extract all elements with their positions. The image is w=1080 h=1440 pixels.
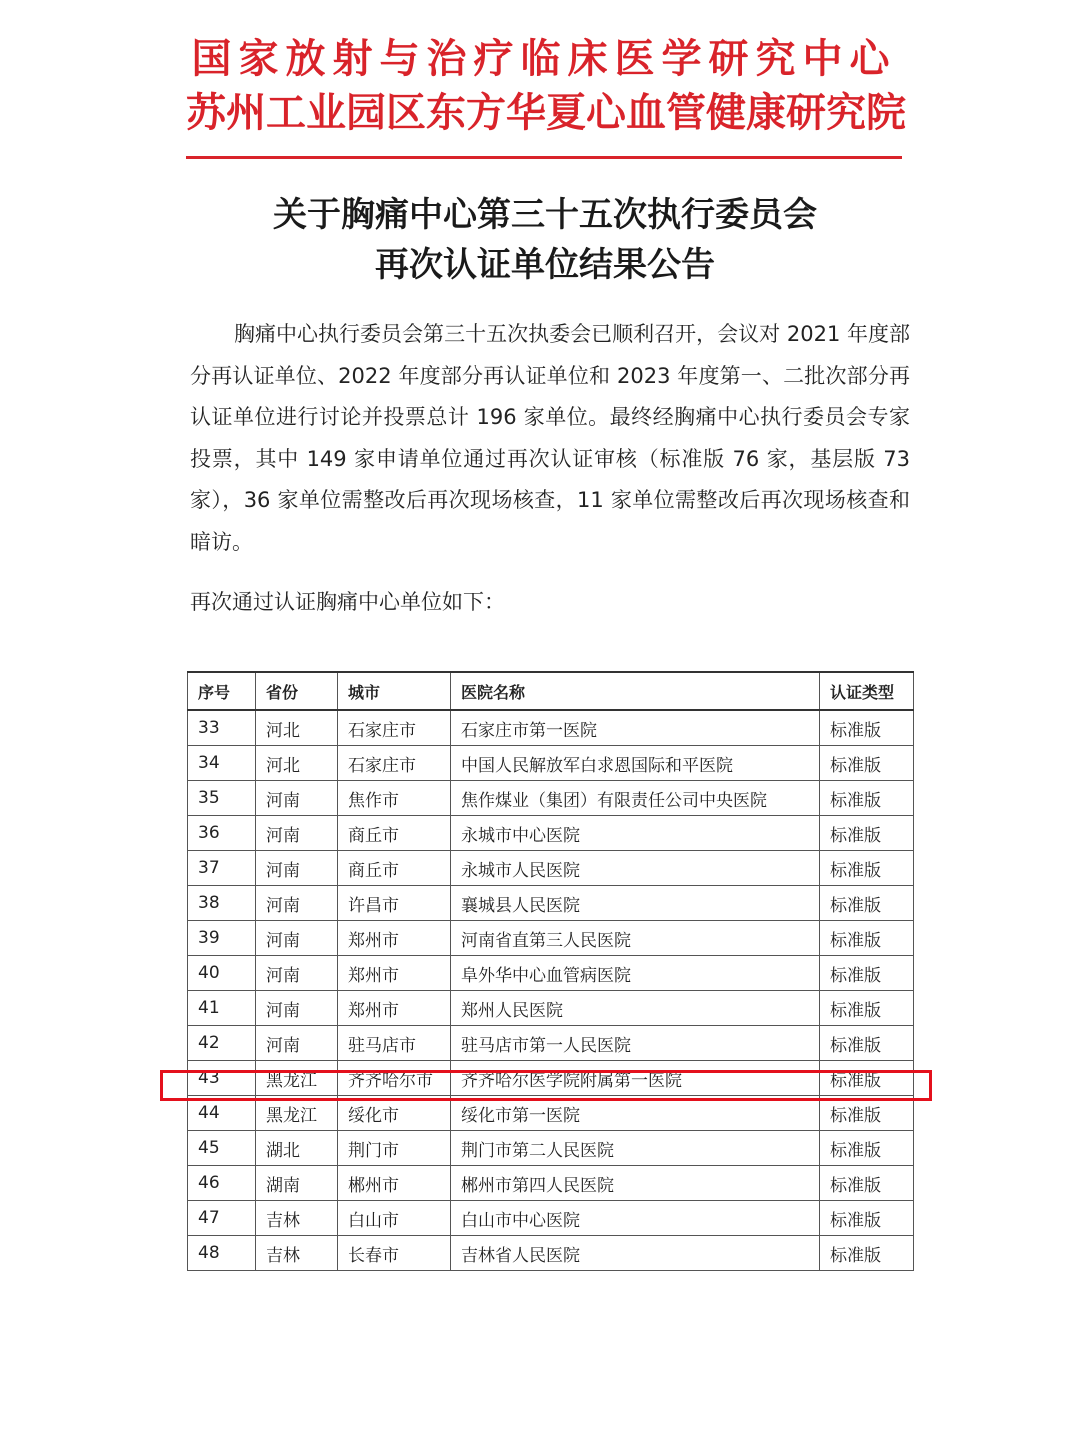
cell-type: 标准版 bbox=[820, 921, 914, 956]
cell-province: 黑龙江 bbox=[256, 1096, 338, 1131]
announcement-title-line-2: 再次认证单位结果公告 bbox=[375, 245, 715, 285]
header-hospital: 医院名称 bbox=[451, 672, 820, 710]
table-row bbox=[188, 921, 914, 956]
body-paragraph: 胸痛中心执行委员会第三十五次执委会已顺利召开，会议对 2021 年度部分再认证单位、2022 年度部分再认证单位和 2023 年度第一、二批次部分再认证单位进行讨论并投票总计 196 家单位。最终经胸痛中心执行委员会专家投票，其中 149 家申请单位通过再次认证审核（标准版 76 家，基层版 73 家），36 家单位需整改后再次现场核查，11 家单位需整改后再次现场核查和暗访。 bbox=[190, 322, 910, 554]
cell-province: 河南 bbox=[256, 921, 338, 956]
cell-hospital: 郑州人民医院 bbox=[451, 991, 820, 1026]
cell-hospital: 齐齐哈尔医学院附属第一医院 bbox=[451, 1061, 820, 1096]
cell-type: 标准版 bbox=[820, 781, 914, 816]
table-row bbox=[188, 1236, 914, 1271]
cell-type: 标准版 bbox=[820, 1166, 914, 1201]
cell-city: 长春市 bbox=[338, 1236, 451, 1271]
cell-city: 许昌市 bbox=[338, 886, 451, 921]
cell-seq: 47 bbox=[188, 1201, 256, 1236]
cell-province: 黑龙江 bbox=[256, 1061, 338, 1096]
cell-city: 郴州市 bbox=[338, 1166, 451, 1201]
cell-hospital: 襄城县人民医院 bbox=[451, 886, 820, 921]
cell-hospital: 焦作煤业（集团）有限责任公司中央医院 bbox=[451, 781, 820, 816]
cell-type: 标准版 bbox=[820, 1096, 914, 1131]
cell-hospital: 河南省直第三人民医院 bbox=[451, 921, 820, 956]
cell-hospital: 永城市中心医院 bbox=[451, 816, 820, 851]
cell-province: 河南 bbox=[256, 1026, 338, 1061]
cell-seq: 44 bbox=[188, 1096, 256, 1131]
cell-province: 河南 bbox=[256, 956, 338, 991]
header-seq: 序号 bbox=[188, 672, 256, 710]
cell-hospital: 石家庄市第一医院 bbox=[451, 710, 820, 746]
table-row bbox=[188, 851, 914, 886]
cell-city: 绥化市 bbox=[338, 1096, 451, 1131]
table-row bbox=[188, 1096, 914, 1131]
cell-province: 河南 bbox=[256, 991, 338, 1026]
cell-hospital: 阜外华中心血管病医院 bbox=[451, 956, 820, 991]
cell-province: 湖北 bbox=[256, 1131, 338, 1166]
cell-type: 标准版 bbox=[820, 1236, 914, 1271]
cell-province: 河南 bbox=[256, 816, 338, 851]
cell-city: 石家庄市 bbox=[338, 746, 451, 781]
cell-seq: 36 bbox=[188, 816, 256, 851]
results-table bbox=[187, 671, 914, 1271]
table-row bbox=[188, 1166, 914, 1201]
cell-type: 标准版 bbox=[820, 746, 914, 781]
header-province: 省份 bbox=[256, 672, 338, 710]
cell-city: 驻马店市 bbox=[338, 1026, 451, 1061]
header-city: 城市 bbox=[338, 672, 451, 710]
cell-province: 河北 bbox=[256, 710, 338, 746]
cell-type: 标准版 bbox=[820, 1201, 914, 1236]
cell-seq: 40 bbox=[188, 956, 256, 991]
cell-city: 荆门市 bbox=[338, 1131, 451, 1166]
table-row bbox=[188, 1026, 914, 1061]
letterhead-line-1: 国家放射与治疗临床医学研究中心 bbox=[191, 35, 897, 82]
cell-province: 湖南 bbox=[256, 1166, 338, 1201]
cell-hospital: 白山市中心医院 bbox=[451, 1201, 820, 1236]
cell-type: 标准版 bbox=[820, 851, 914, 886]
table-row bbox=[188, 781, 914, 816]
cell-seq: 35 bbox=[188, 781, 256, 816]
cell-type: 标准版 bbox=[820, 886, 914, 921]
cell-seq: 48 bbox=[188, 1236, 256, 1271]
letterhead-divider bbox=[186, 156, 902, 159]
table-row bbox=[188, 1061, 914, 1096]
cell-city: 商丘市 bbox=[338, 816, 451, 851]
cell-hospital: 荆门市第二人民医院 bbox=[451, 1131, 820, 1166]
letterhead-line-2: 苏州工业园区东方华夏心血管健康研究院 bbox=[186, 89, 906, 136]
cell-type: 标准版 bbox=[820, 956, 914, 991]
cell-type: 标准版 bbox=[820, 710, 914, 746]
cell-type: 标准版 bbox=[820, 816, 914, 851]
cell-seq: 41 bbox=[188, 991, 256, 1026]
cell-province: 吉林 bbox=[256, 1236, 338, 1271]
cell-province: 河南 bbox=[256, 781, 338, 816]
table-header-row bbox=[188, 672, 914, 710]
cell-city: 郑州市 bbox=[338, 991, 451, 1026]
cell-seq: 45 bbox=[188, 1131, 256, 1166]
cell-type: 标准版 bbox=[820, 1061, 914, 1096]
cell-city: 齐齐哈尔市 bbox=[338, 1061, 451, 1096]
cell-hospital: 驻马店市第一人民医院 bbox=[451, 1026, 820, 1061]
cell-seq: 37 bbox=[188, 851, 256, 886]
cell-hospital: 吉林省人民医院 bbox=[451, 1236, 820, 1271]
cell-city: 商丘市 bbox=[338, 851, 451, 886]
cell-city: 郑州市 bbox=[338, 921, 451, 956]
cell-city: 石家庄市 bbox=[338, 710, 451, 746]
table-body bbox=[188, 710, 914, 1271]
table-row bbox=[188, 886, 914, 921]
announcement-title-line-1: 关于胸痛中心第三十五次执行委员会 bbox=[273, 195, 817, 235]
announcement-body bbox=[190, 314, 910, 563]
table-row bbox=[188, 816, 914, 851]
cell-province: 河南 bbox=[256, 886, 338, 921]
cell-city: 白山市 bbox=[338, 1201, 451, 1236]
cell-seq: 34 bbox=[188, 746, 256, 781]
cell-type: 标准版 bbox=[820, 991, 914, 1026]
table-row bbox=[188, 1201, 914, 1236]
header-type: 认证类型 bbox=[820, 672, 914, 710]
cell-hospital: 郴州市第四人民医院 bbox=[451, 1166, 820, 1201]
cell-hospital: 中国人民解放军白求恩国际和平医院 bbox=[451, 746, 820, 781]
cell-seq: 33 bbox=[188, 710, 256, 746]
table-row bbox=[188, 710, 914, 746]
cell-seq: 46 bbox=[188, 1166, 256, 1201]
list-lead-text: 再次通过认证胸痛中心单位如下： bbox=[190, 590, 505, 614]
cell-hospital: 绥化市第一医院 bbox=[451, 1096, 820, 1131]
cell-seq: 43 bbox=[188, 1061, 256, 1096]
table-row bbox=[188, 1131, 914, 1166]
cell-province: 吉林 bbox=[256, 1201, 338, 1236]
table-row bbox=[188, 956, 914, 991]
table-row bbox=[188, 746, 914, 781]
cell-seq: 39 bbox=[188, 921, 256, 956]
cell-type: 标准版 bbox=[820, 1131, 914, 1166]
cell-type: 标准版 bbox=[820, 1026, 914, 1061]
table-row bbox=[188, 991, 914, 1026]
cell-province: 河南 bbox=[256, 851, 338, 886]
cell-seq: 42 bbox=[188, 1026, 256, 1061]
cell-city: 焦作市 bbox=[338, 781, 451, 816]
cell-hospital: 永城市人民医院 bbox=[451, 851, 820, 886]
cell-seq: 38 bbox=[188, 886, 256, 921]
cell-city: 郑州市 bbox=[338, 956, 451, 991]
cell-province: 河北 bbox=[256, 746, 338, 781]
